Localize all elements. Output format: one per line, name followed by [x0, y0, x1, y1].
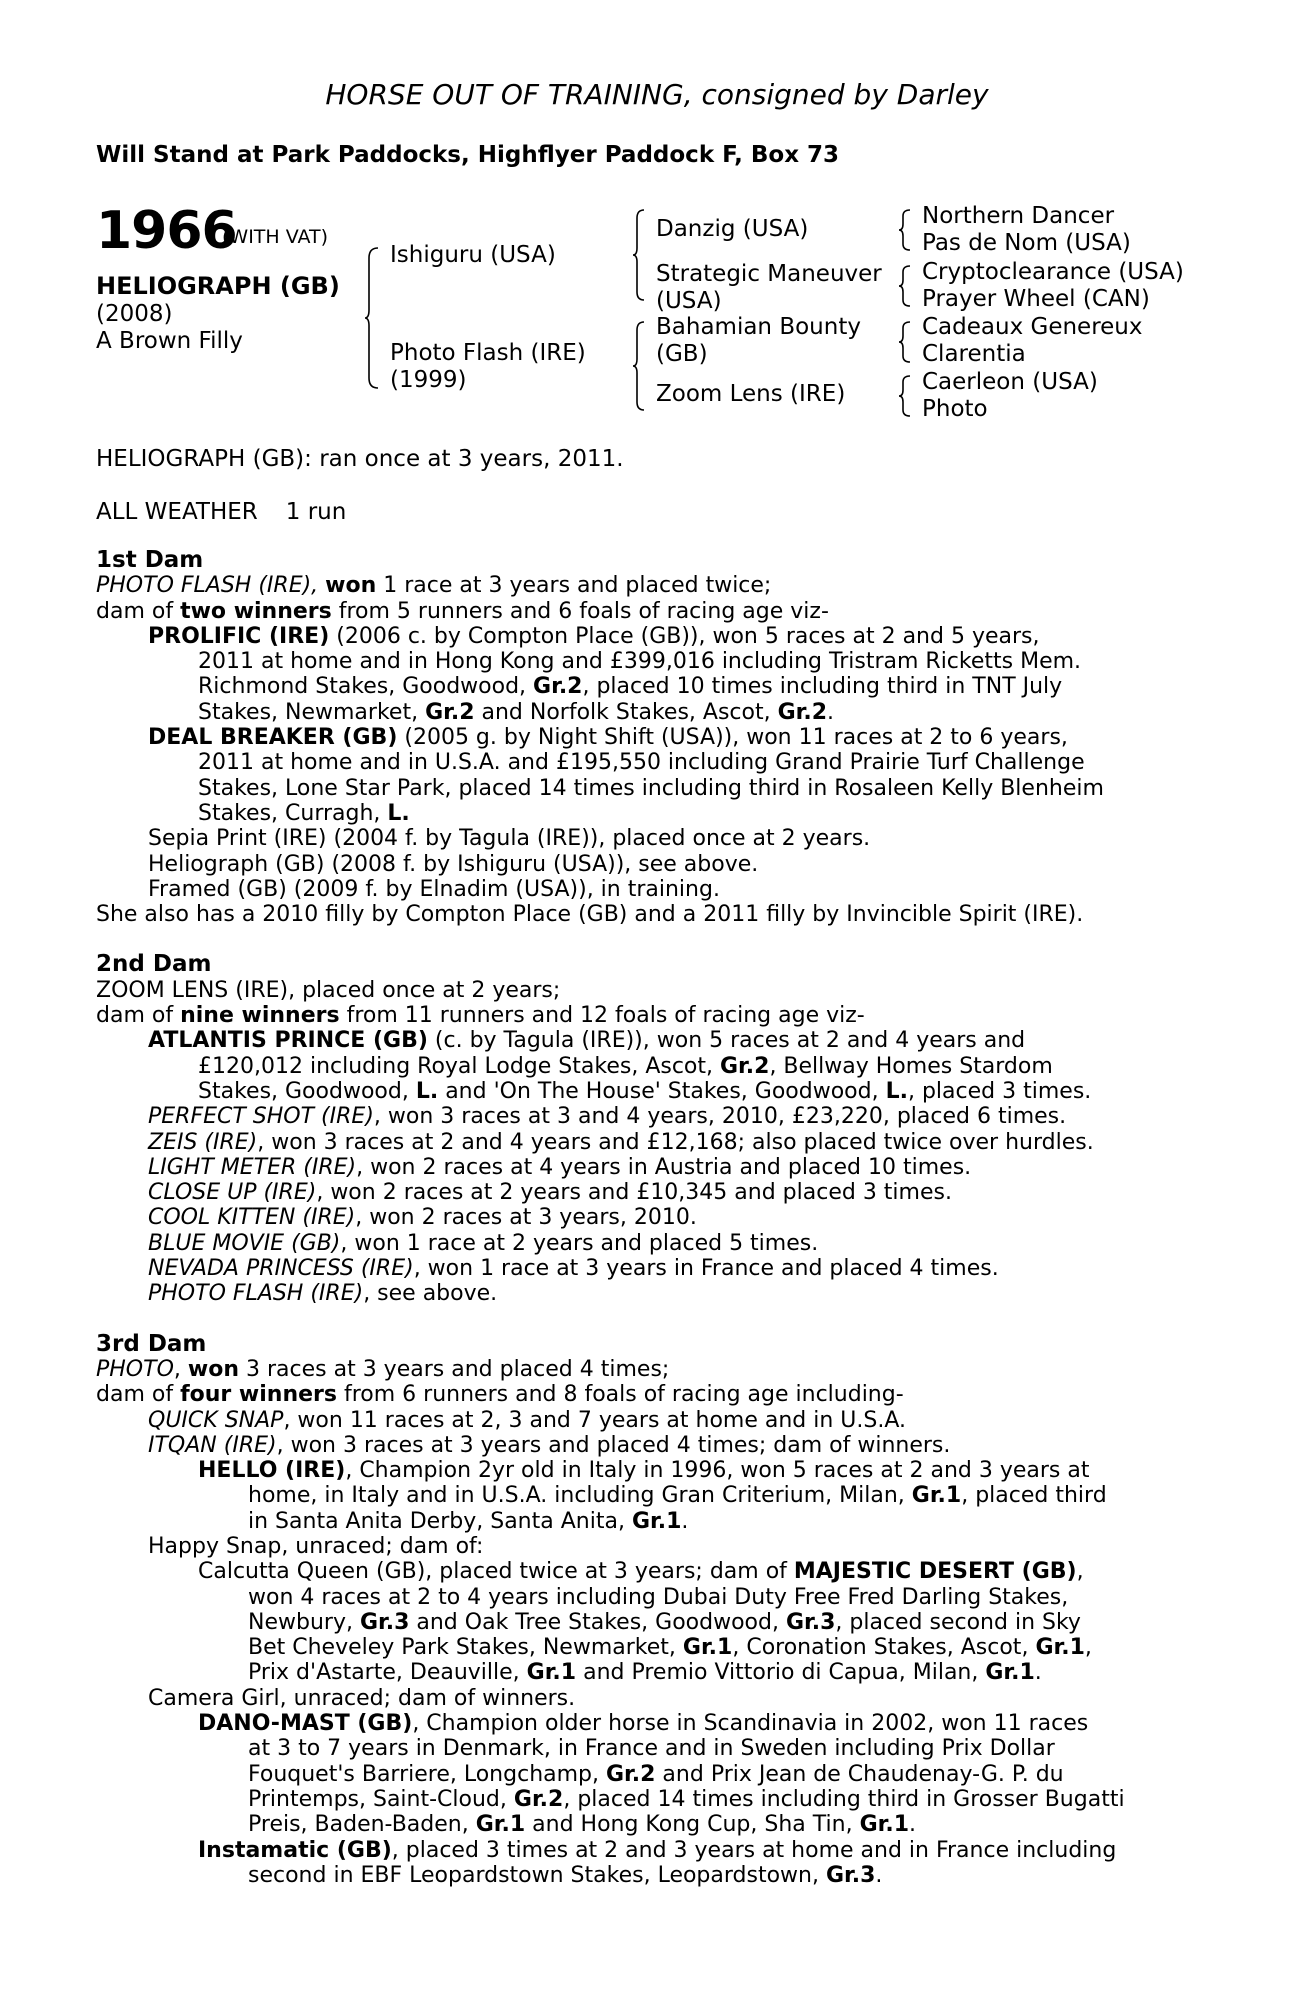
produce-entry: Heliograph (GB) (2008 f. by Ishiguru (USA)), see above. [148, 851, 759, 877]
horse-name-italic: COOL KITTEN (IRE) [148, 1205, 356, 1231]
produce-continuation [96, 1610, 1204, 1635]
text-run: , [173, 1356, 188, 1382]
won-emphasis: won [325, 573, 377, 599]
produce-continuation [96, 1762, 1204, 1787]
produce-entry [96, 1155, 1204, 1180]
text-run: Bet Cheveley Park Stakes, Newmarket, [248, 1635, 683, 1661]
produce-entry [96, 1231, 1204, 1256]
grade-label: Gr.2 [606, 1761, 656, 1787]
text-run: in Santa Anita Derby, Santa Anita, [248, 1508, 632, 1534]
text-run: , won 11 races at 2, 3 and 7 years at home and in U.S.A. [283, 1407, 907, 1433]
pedigree-g3: Cryptoclearance (USA) [922, 259, 1184, 285]
grade-label: Gr.1 [1035, 1635, 1085, 1661]
produce-continuation [96, 1079, 1204, 1104]
text-run: Stakes, Curragh, [198, 800, 388, 826]
horse-name-bold: ATLANTIS PRINCE (GB) [148, 1028, 428, 1054]
produce-continuation [96, 700, 1204, 725]
page-header: HORSE OUT OF TRAINING, consigned by Darley [325, 78, 989, 111]
horse-name-bold: DEAL BREAKER (GB) [148, 725, 398, 751]
text-run: . [681, 1508, 689, 1534]
produce-continuation [96, 1635, 1204, 1660]
pedigree-g1: Northern Dancer [922, 203, 1115, 229]
text-run: and Premio Vittorio di Capua, Milan, [576, 1660, 986, 1686]
pedigree-g5: Cadeaux Genereux [922, 314, 1143, 340]
pedigree-g8: Photo [922, 396, 988, 422]
text-run: and 'On The House' Stakes, Goodwood, [438, 1078, 886, 1104]
text-run: , won 3 races at 3 years and placed 4 times; dam of winners. [276, 1432, 951, 1458]
text-run: , won 3 races at 2 and 4 years and £12,168; also placed twice over hurdles. [257, 1129, 1094, 1155]
pedigree-sire-dam: Strategic Maneuver [656, 261, 882, 287]
produce-entry [96, 624, 1204, 649]
produce-entry [96, 1256, 1204, 1281]
pedigree-sire: Ishiguru (USA) [390, 242, 556, 268]
horse-description: A Brown Filly [96, 328, 243, 354]
text-run: (2005 g. by Night Shift (USA)), won 11 races at 2 to 6 years, [397, 725, 1068, 751]
produce-continuation [96, 801, 1204, 826]
produce-continuation: 2011 at home and in Hong Kong and £399,016 including Tristram Ricketts Mem. [198, 649, 1082, 675]
text-run: , [1084, 1635, 1092, 1661]
all-weather-label: ALL WEATHER [96, 499, 258, 525]
pedigree-sire-sire: Danzig (USA) [656, 216, 809, 242]
produce-continuation: Stakes, Lone Star Park, placed 14 times including third in Rosaleen Kelly Blenheim [198, 775, 1104, 801]
third-dam-line [96, 1357, 1204, 1382]
grade-label: Gr.2 [777, 699, 828, 725]
first-dam-line [96, 573, 1204, 598]
produce-continuation [96, 1812, 1204, 1837]
text-run: , won 3 races at 3 and 4 years, 2010, £23,220, placed 6 times. [373, 1104, 1067, 1130]
pedigree-bracket-g1 [900, 210, 912, 250]
first-dam-heading: 1st Dam [96, 547, 204, 573]
grade-label: Gr.1 [859, 1812, 910, 1838]
second-dam-produce-line [96, 1003, 1204, 1028]
pedigree-bracket-g4 [900, 376, 912, 416]
text-run: . [1034, 1660, 1042, 1686]
pedigree-dam-sire-country: (GB) [656, 341, 708, 367]
pedigree-g6: Clarentia [922, 341, 1026, 367]
text-run: second in EBF Leopardstown Stakes, Leopardstown, [248, 1862, 826, 1888]
produce-note: She also has a 2010 filly by Compton Place (GB) and a 2011 filly by Invincible Spirit (IRE). [96, 902, 1084, 928]
first-dam-produce-line [96, 599, 1204, 624]
winners-emphasis: nine winners [180, 1003, 340, 1029]
text-run: . [909, 1812, 917, 1838]
text-run: , won 1 race at 3 years in France and placed 4 times. [413, 1256, 999, 1282]
grade-label: Gr.1 [475, 1812, 526, 1838]
produce-continuation [96, 1483, 1204, 1508]
produce-entry [96, 1559, 1204, 1584]
second-dam-line: ZOOM LENS (IRE), placed once at 2 years; [96, 977, 561, 1003]
text-run: , Champion older horse in Scandinavia in 2002, won 11 races [412, 1711, 1089, 1737]
grade-label: Gr.2 [513, 1786, 564, 1812]
produce-entry [96, 1281, 1204, 1306]
text-run: , won 2 races at 4 years in Austria and placed 10 times. [356, 1154, 972, 1180]
produce-continuation [96, 674, 1204, 699]
produce-entry [96, 1433, 1204, 1458]
text-run: from 11 runners and 12 foals of racing age viz- [339, 1003, 865, 1029]
text-run: Stakes, Goodwood, [198, 1078, 416, 1104]
text-run: (c. by Tagula (IRE)), won 5 races at 2 and 4 years and [427, 1028, 1026, 1054]
pedigree-g7: Caerleon (USA) [922, 369, 1098, 395]
text-run: Prix d'Astarte, Deauville, [248, 1660, 527, 1686]
text-run: Fouquet's Barriere, Longchamp, [248, 1761, 606, 1787]
horse-name-bold: Instamatic (GB) [198, 1837, 392, 1863]
grade-label: Gr.1 [682, 1635, 733, 1661]
produce-entry: Framed (GB) (2009 f. by Elnadim (USA)), in training. [148, 876, 720, 902]
produce-entry [96, 1130, 1204, 1155]
horse-name-bold: HELLO (IRE) [198, 1458, 346, 1484]
horse-name-italic: ITQAN (IRE) [148, 1432, 277, 1458]
text-run: and Norfolk Stakes, Ascot, [474, 699, 778, 725]
text-run: , Bellway Homes Stardom [769, 1053, 1053, 1079]
grade-label: Gr.3 [825, 1862, 876, 1888]
all-weather-record [96, 499, 346, 525]
produce-continuation [96, 1863, 1204, 1888]
text-run: 1 race at 3 years and placed twice; [376, 573, 772, 599]
text-run: and Prix Jean de Chaudenay-G. P. du [655, 1761, 1064, 1787]
text-run: Printemps, Saint-Cloud, [248, 1786, 514, 1812]
horse-name-italic: CLOSE UP (IRE) [148, 1180, 317, 1206]
text-run: dam of [96, 598, 181, 624]
horse-year: (2008) [96, 301, 173, 327]
pedigree-g4: Prayer Wheel (CAN) [922, 286, 1150, 312]
text-run: , won 1 race at 2 years and placed 5 times. [340, 1230, 819, 1256]
text-run: £120,012 including Royal Lodge Stakes, Ascot, [198, 1053, 720, 1079]
text-run: , Champion 2yr old in Italy in 1996, won 5 races at 2 and 3 years at [345, 1458, 1090, 1484]
grade-label: Gr.2 [720, 1053, 770, 1079]
horse-name-italic: NEVADA PRINCESS (IRE) [148, 1256, 414, 1282]
grade-label: Gr.1 [526, 1660, 577, 1686]
produce-entry: Sepia Print (IRE) (2004 f. by Tagula (IRE)), placed once at 2 years. [148, 826, 871, 852]
text-run: , won 2 races at 2 years and £10,345 and placed 3 times. [316, 1180, 952, 1206]
race-record: HELIOGRAPH (GB): ran once at 3 years, 2011. [96, 446, 624, 472]
produce-entry [96, 725, 1204, 750]
text-run: , placed second in Sky [835, 1609, 1081, 1635]
produce-entry [96, 1104, 1204, 1129]
text-run: , [1076, 1559, 1084, 1585]
text-run: from 6 runners and 8 foals of racing age including- [337, 1382, 904, 1408]
pedigree-bracket-dam [634, 322, 646, 410]
horse-name-bold: MAJESTIC DESERT (GB) [793, 1559, 1077, 1585]
text-run: , won 2 races at 3 years, 2010. [355, 1205, 697, 1231]
produce-continuation [96, 1054, 1204, 1079]
pedigree-g2: Pas de Nom (USA) [922, 230, 1131, 256]
text-run: , placed 3 times at 2 and 3 years at home and in France including [391, 1837, 1117, 1863]
text-run: from 5 runners and 6 foals of racing age viz- [331, 598, 829, 624]
horse-name-italic: PHOTO FLASH (IRE) [148, 1281, 364, 1307]
winners-emphasis: two winners [180, 598, 332, 624]
dam-name: PHOTO FLASH (IRE), [96, 573, 326, 599]
produce-continuation [96, 1787, 1204, 1812]
grade-label: Gr.1 [985, 1660, 1035, 1686]
horse-name-italic: ZEIS (IRE) [148, 1129, 258, 1155]
grade-label: L. [415, 1078, 439, 1104]
text-run: , placed 14 times including third in Grosser Bugatti [563, 1786, 1125, 1812]
dam-name: PHOTO [96, 1356, 174, 1382]
text-run: (2006 c. by Compton Place (GB)), won 5 races at 2 and 5 years, [329, 623, 1040, 649]
produce-continuation: at 3 to 7 years in Denmark, in France and in Sweden including Prix Dollar [248, 1736, 1055, 1762]
text-run: 3 races at 3 years and placed 4 times; [239, 1356, 670, 1382]
grade-label: L. [885, 1078, 908, 1104]
produce-entry: Happy Snap, unraced; dam of: [148, 1533, 484, 1559]
horse-name-italic: PERFECT SHOT (IRE) [148, 1104, 374, 1130]
pedigree-dam-year: (1999) [390, 367, 467, 393]
horse-name-bold: DANO-MAST (GB) [198, 1711, 413, 1737]
text-run: , placed third [961, 1483, 1107, 1509]
grade-label: L. [387, 800, 410, 826]
grade-label: Gr.1 [631, 1508, 682, 1534]
pedigree-dam: Photo Flash (IRE) [390, 340, 586, 366]
produce-entry [96, 1838, 1204, 1863]
won-emphasis: won [187, 1356, 239, 1382]
pedigree-bracket-main [366, 248, 380, 388]
text-run: . [827, 699, 835, 725]
produce-entry [96, 1711, 1204, 1736]
text-run: , placed 3 times. [907, 1078, 1092, 1104]
text-run: , placed 10 times including third in TNT July [582, 674, 1063, 700]
grade-label: Gr.2 [425, 699, 475, 725]
pedigree-bracket-sire [634, 210, 646, 300]
pedigree-bracket-g3 [900, 322, 912, 362]
produce-continuation: 2011 at home and in U.S.A. and £195,550 including Grand Prairie Turf Challenge [198, 750, 1085, 776]
horse-name-italic: QUICK SNAP [148, 1407, 284, 1433]
text-run: and Hong Kong Cup, Sha Tin, [525, 1812, 860, 1838]
produce-entry: Camera Girl, unraced; dam of winners. [148, 1685, 576, 1711]
text-run: home, in Italy and in U.S.A. including Gran Criterium, Milan, [248, 1483, 912, 1509]
text-run: and Oak Tree Stakes, Goodwood, [409, 1609, 786, 1635]
lot-number: 1966 [96, 201, 237, 261]
winners-emphasis: four winners [180, 1382, 337, 1408]
text-run: Richmond Stakes, Goodwood, [198, 674, 534, 700]
produce-entry [96, 1458, 1204, 1483]
text-run: . [875, 1862, 883, 1888]
second-dam-heading: 2nd Dam [96, 951, 212, 978]
text-run: dam of [96, 1382, 181, 1408]
produce-continuation [96, 1660, 1204, 1685]
pedigree-dam-sire: Bahamian Bounty [656, 314, 861, 340]
grade-label: Gr.3 [359, 1609, 410, 1635]
stand-location: Will Stand at Park Paddocks, Highflyer Paddock F, Box 73 [96, 142, 840, 168]
produce-entry [96, 1180, 1204, 1205]
text-run: , Coronation Stakes, Ascot, [732, 1635, 1036, 1661]
text-run: dam of [96, 1003, 181, 1029]
third-dam-heading: 3rd Dam [96, 1330, 207, 1357]
text-run: Newbury, [248, 1609, 360, 1635]
text-run: , see above. [363, 1281, 498, 1307]
pedigree-sire-dam-country: (USA) [656, 288, 722, 314]
horse-name-bold: PROLIFIC (IRE) [148, 623, 330, 649]
pedigree-dam-dam: Zoom Lens (IRE) [656, 381, 846, 407]
produce-entry [96, 1028, 1204, 1053]
produce-continuation [96, 1509, 1204, 1534]
produce-entry [96, 1205, 1204, 1230]
grade-label: Gr.3 [785, 1609, 836, 1635]
vat-note: (WITH VAT) [222, 226, 329, 248]
horse-name-italic: BLUE MOVIE (GB) [148, 1230, 341, 1256]
text-run: Calcutta Queen (GB), placed twice at 3 years; dam of [198, 1559, 794, 1585]
all-weather-value: 1 run [285, 499, 347, 525]
grade-label: Gr.1 [911, 1483, 962, 1509]
horse-name: HELIOGRAPH (GB) [96, 272, 340, 300]
pedigree-bracket-g2 [900, 266, 912, 306]
produce-continuation: won 4 races at 2 to 4 years including Dubai Duty Free Fred Darling Stakes, [248, 1584, 1069, 1610]
produce-entry [96, 1408, 1204, 1433]
third-dam-produce-line [96, 1382, 1204, 1407]
horse-name-italic: LIGHT METER (IRE) [148, 1154, 357, 1180]
catalogue-body [96, 548, 1204, 1888]
text-run: Stakes, Newmarket, [198, 699, 426, 725]
grade-label: Gr.2 [533, 674, 583, 700]
text-run: Preis, Baden-Baden, [248, 1812, 476, 1838]
